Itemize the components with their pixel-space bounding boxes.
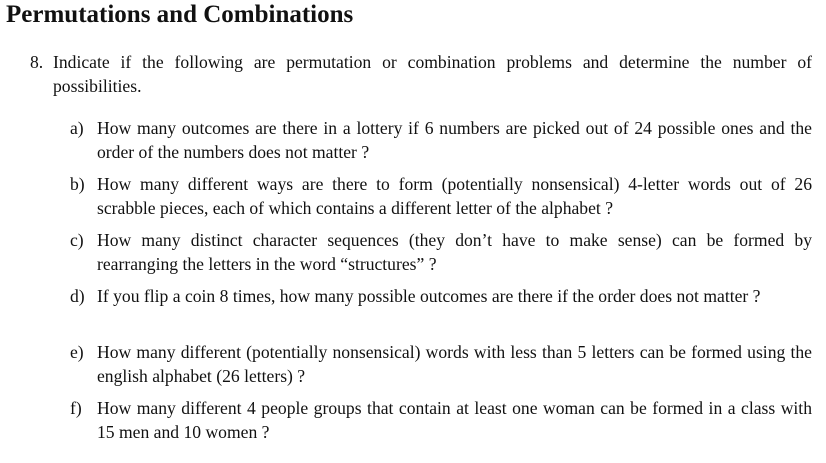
sub-question-label: b) <box>70 174 85 194</box>
sub-question-text: How many different 4 people groups that contain at least one woman can be formed in a class with 15 men and 10 women ? <box>97 398 812 442</box>
sub-question-label: f) <box>70 398 82 418</box>
question-number: 8. <box>30 52 44 72</box>
sub-question-f <box>70 396 812 444</box>
sub-question-list <box>70 116 812 452</box>
sub-question-a <box>70 116 812 164</box>
sub-question-label: d) <box>70 286 85 306</box>
sub-question-label: a) <box>70 118 84 138</box>
sub-question-label: e) <box>70 342 84 362</box>
question-text: Indicate if the following are permutation or combination problems and determine the number of possibilities. <box>53 52 812 96</box>
sub-question-d <box>70 284 812 332</box>
sub-question-label: c) <box>70 230 84 250</box>
page-title: Permutations and Combinations <box>6 1 354 28</box>
sub-question-text: How many different (potentially nonsensical) words with less than 5 letters can be formed using the english alphabet (26 letters) ? <box>97 342 812 386</box>
sub-question-b <box>70 172 812 220</box>
sub-question-c <box>70 228 812 276</box>
sub-question-text: How many distinct character sequences (they don’t have to make sense) can be formed by rearranging the letters in the word “structures” ? <box>97 230 812 274</box>
sub-question-text: How many different ways are there to form (potentially nonsensical) 4-letter words out of 26 scrabble pieces, each of which contains a different letter of the alphabet ? <box>97 174 812 218</box>
sub-question-e <box>70 340 812 388</box>
sub-question-text: If you flip a coin 8 times, how many possible outcomes are there if the order does not matter ? <box>97 286 761 306</box>
sub-question-text: How many outcomes are there in a lottery if 6 numbers are picked out of 24 possible ones and the order of the numbers does not matter ? <box>97 118 812 162</box>
question-8 <box>30 50 812 98</box>
